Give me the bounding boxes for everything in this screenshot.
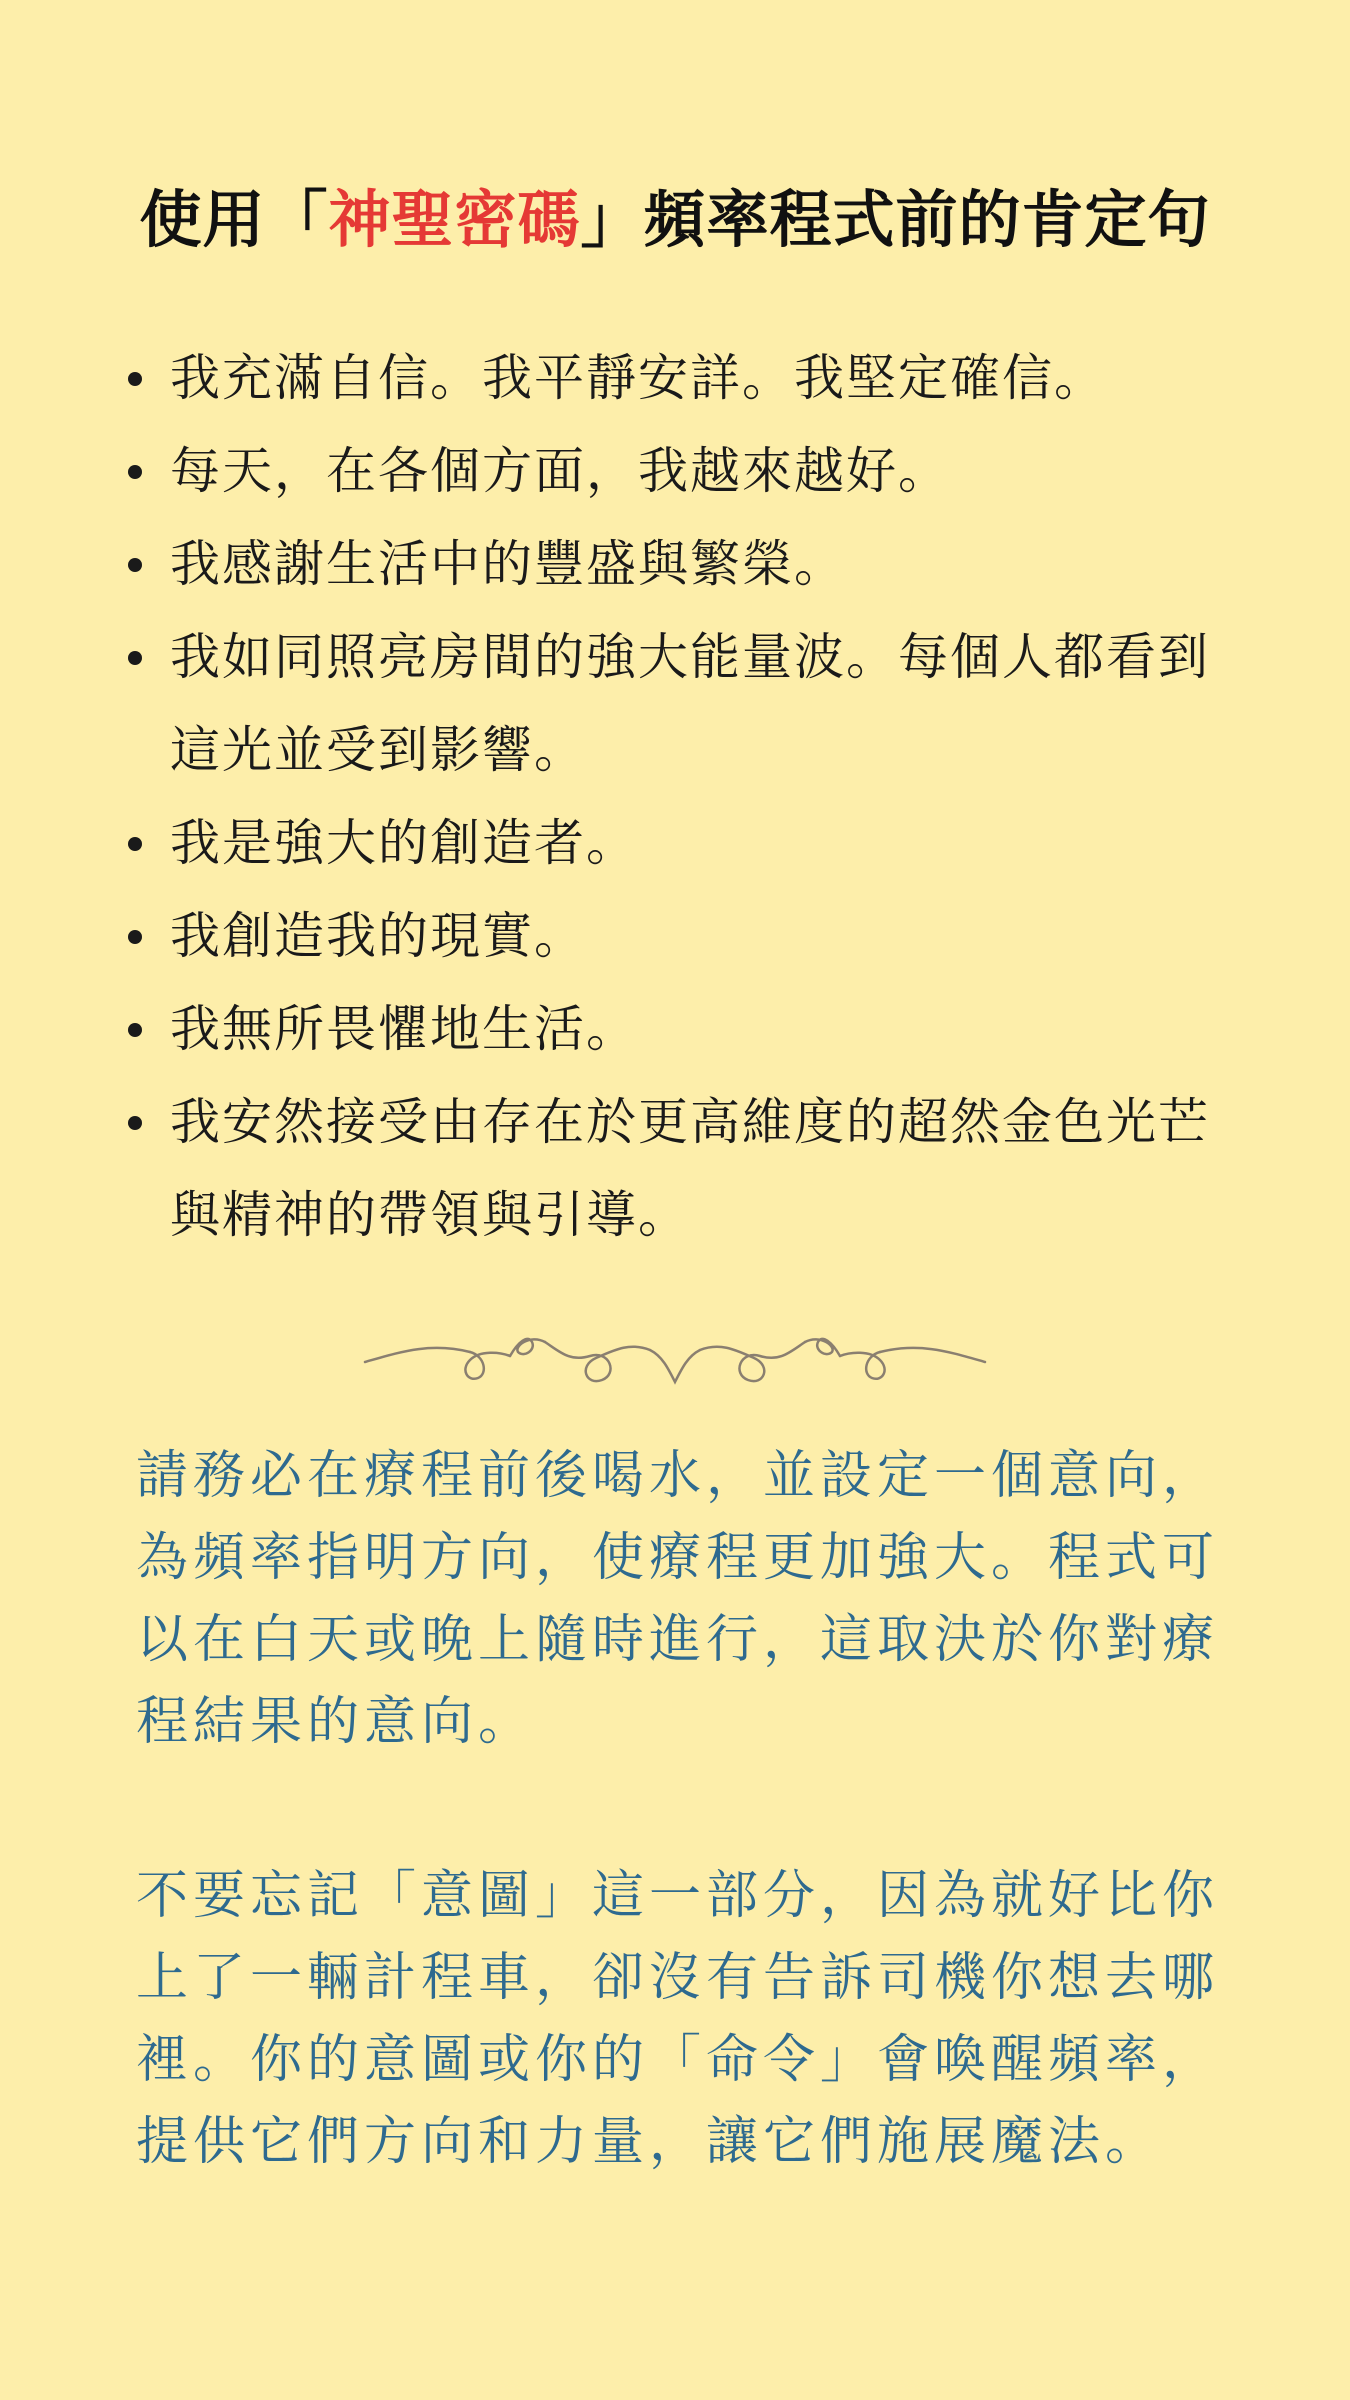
list-item: 我充滿自信。我平靜安詳。我堅定確信。 xyxy=(120,332,1260,425)
list-item: 我是強大的創造者。 xyxy=(120,797,1260,890)
list-item: 我如同照亮房間的強大能量波。每個人都看到這光並受到影響。 xyxy=(120,611,1260,797)
list-item: 我創造我的現實。 xyxy=(120,890,1260,983)
list-item: 我感謝生活中的豐盛與繁榮。 xyxy=(120,518,1260,611)
swirl-divider-icon xyxy=(360,1312,990,1402)
note-paragraph-hydration: 請務必在療程前後喝水，並設定一個意向，為頻率指明方向，使療程更加強大。程式可以在白天或晚上隨時進行，這取決於你對療程結果的意向。 xyxy=(136,1446,1220,1752)
affirmation-list xyxy=(120,332,1260,1262)
title-prefix: 使用「 xyxy=(139,182,329,256)
title-highlight: 神聖密碼 xyxy=(328,182,581,256)
note-paragraph-intention: 不要忘記「意圖」這一部分，因為就好比你上了一輛計程車，卻沒有告訴司機你想去哪裡。你的意圖或你的「命令」會喚醒頻率，提供它們方向和力量，讓它們施展魔法。 xyxy=(136,1866,1220,2172)
list-item: 我無所畏懼地生活。 xyxy=(120,983,1260,1076)
title-suffix: 」頻率程式前的肯定句 xyxy=(580,182,1211,256)
list-item: 我安然接受由存在於更高維度的超然金色光芒與精神的帶領與引導。 xyxy=(120,1076,1260,1262)
page-title xyxy=(0,170,1350,270)
list-item: 每天，在各個方面，我越來越好。 xyxy=(120,425,1260,518)
